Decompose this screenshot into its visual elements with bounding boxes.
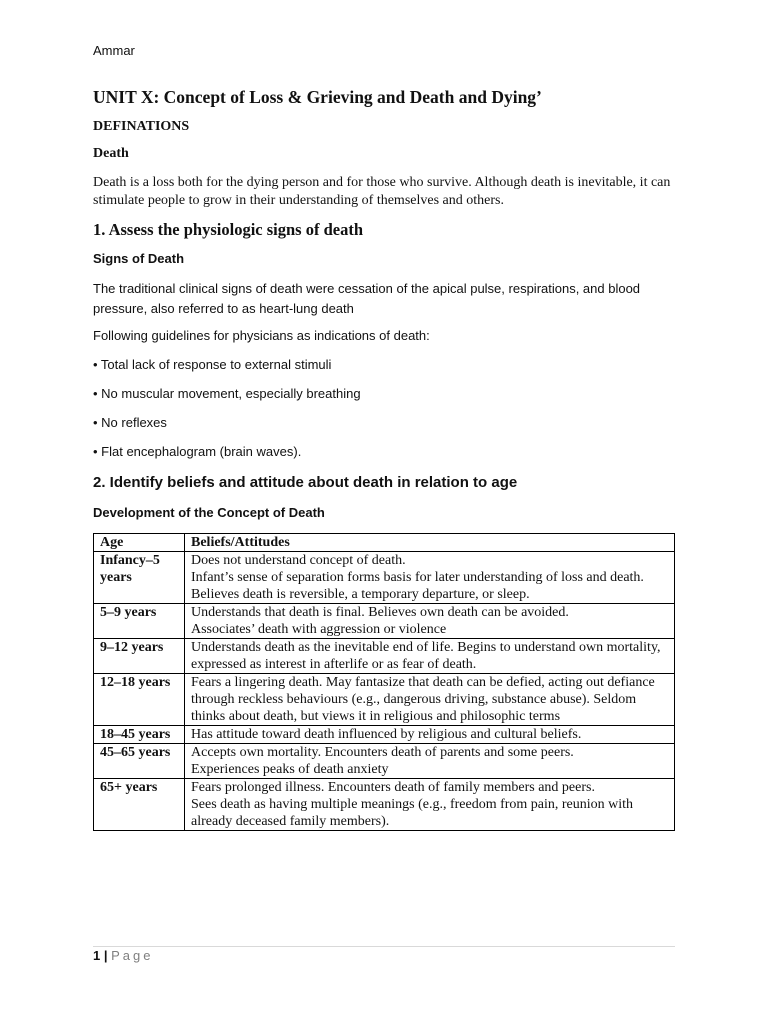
page-number: 1: [93, 948, 101, 963]
belief-line: Accepts own mortality. Encounters death of parents and some peers.: [191, 745, 574, 760]
age-cell: Infancy–5 years: [94, 552, 185, 604]
beliefs-cell: [185, 744, 675, 779]
beliefs-table: [93, 533, 675, 831]
definitions-heading: DEFINATIONS: [93, 119, 190, 134]
beliefs-cell: [185, 604, 675, 639]
bullet-item: • Total lack of response to external stimuli: [93, 357, 332, 372]
table-caption: Development of the Concept of Death: [93, 505, 325, 520]
clinical-signs-paragraph: The traditional clinical signs of death were cessation of the apical pulse, respirations, and blood pressure, also referred to as heart-lung death: [93, 281, 641, 316]
guidelines-intro: Following guidelines for physicians as indications of death:: [93, 328, 430, 343]
belief-line: Does not understand concept of death.: [191, 553, 406, 568]
beliefs-cell: [185, 639, 675, 674]
belief-line: Fears prolonged illness. Encounters death of family members and peers.: [191, 780, 595, 795]
page-label: Page: [111, 948, 154, 963]
header-author: Ammar: [93, 43, 135, 58]
death-paragraph: Death is a loss both for the dying person and for those who survive. Although death is inevitable, it can stimulate people to grow in their understanding of themselves and others.: [93, 175, 671, 208]
age-cell: 65+ years: [94, 779, 185, 831]
age-cell: 9–12 years: [94, 639, 185, 674]
bullet-item: • Flat encephalogram (brain waves).: [93, 444, 302, 459]
table-row: [94, 552, 675, 604]
beliefs-cell: [185, 779, 675, 831]
beliefs-cell: [185, 726, 675, 744]
belief-line: Sees death as having multiple meanings (e.g., freedom from pain, reunion with already deceased family members).: [191, 797, 634, 829]
table-header-row: [94, 534, 675, 552]
column-header-age: Age: [94, 534, 185, 552]
age-cell: 18–45 years: [94, 726, 185, 744]
death-heading: Death: [93, 146, 129, 161]
table-row: [94, 674, 675, 726]
belief-line: Experiences peaks of death anxiety: [191, 762, 389, 777]
footer-divider: [93, 946, 675, 947]
belief-line: Fears a lingering death. May fantasize that death can be defied, acting out defiance through reckless behaviours (e.g., dangerous driving, substance abuse). Seldom thinks about death, but views it in religious and philosophic terms: [191, 675, 655, 724]
signs-of-death-heading: Signs of Death: [93, 251, 185, 266]
section1-heading: 1. Assess the physiologic signs of death: [93, 220, 364, 239]
table-row: [94, 726, 675, 744]
belief-line: Infant’s sense of separation forms basis for later understanding of loss and death.: [191, 570, 644, 585]
beliefs-cell: [185, 674, 675, 726]
column-header-beliefs: Beliefs/Attitudes: [185, 534, 675, 552]
table-row: [94, 779, 675, 831]
age-cell: 45–65 years: [94, 744, 185, 779]
table-row: [94, 744, 675, 779]
bullet-item: • No muscular movement, especially breathing: [93, 386, 361, 401]
section2-heading: 2. Identify beliefs and attitude about death in relation to age: [93, 474, 518, 491]
bullet-item: • No reflexes: [93, 415, 167, 430]
table-row: [94, 604, 675, 639]
belief-line: Associates’ death with aggression or violence: [191, 622, 447, 637]
age-cell: 5–9 years: [94, 604, 185, 639]
page-footer: [93, 948, 154, 963]
beliefs-cell: [185, 552, 675, 604]
belief-line: Understands that death is final. Believes own death can be avoided.: [191, 605, 569, 620]
table-row: [94, 639, 675, 674]
belief-line: Has attitude toward death influenced by religious and cultural beliefs.: [191, 727, 582, 742]
unit-title: UNIT X: Concept of Loss & Grieving and Death and Dying’: [93, 87, 542, 107]
belief-line: Understands death as the inevitable end of life. Begins to understand own mortality, expressed as interest in afterlife or as fear of death.: [191, 640, 661, 672]
age-cell: 12–18 years: [94, 674, 185, 726]
belief-line: Believes death is reversible, a temporary departure, or sleep.: [191, 587, 530, 602]
page-separator: |: [103, 948, 108, 963]
